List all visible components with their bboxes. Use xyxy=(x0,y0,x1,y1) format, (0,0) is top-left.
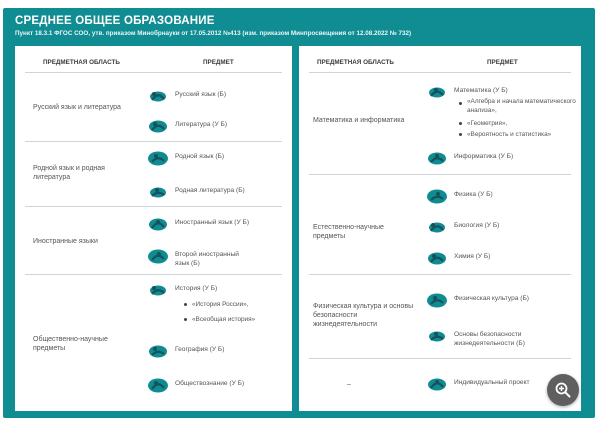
bullet-item: «Вероятность и статистика» xyxy=(459,129,589,140)
area-label: – xyxy=(347,381,351,388)
subject-name: Информатика (У Б) xyxy=(454,153,514,160)
second-foreign-language-icon xyxy=(148,248,168,264)
subject-name: Химия (У Б) xyxy=(454,253,491,260)
physics-icon xyxy=(427,188,447,204)
subject-name: История (У Б) xyxy=(175,285,218,292)
divider xyxy=(309,274,571,275)
subject-name: Второй иностранный язык (Б) xyxy=(175,251,239,267)
native-language-icon xyxy=(148,150,168,166)
divider xyxy=(309,72,571,73)
bullet-item: «Геометрия», xyxy=(459,118,589,129)
left-table xyxy=(15,46,292,411)
infographic-frame xyxy=(3,8,595,418)
area-label: Русский язык и литература xyxy=(33,104,121,111)
subject-name: Физическая культура (Б) xyxy=(454,295,529,302)
subject-name: Математика (У Б) xyxy=(454,87,508,94)
right-table xyxy=(299,46,581,411)
subject-name: Основы безопасности жизнедеятельности (Б) xyxy=(454,331,525,347)
area-label: Общественно-научные предметы xyxy=(33,336,108,352)
area-label: Математика и информатика xyxy=(313,117,405,124)
area-label: Естественно-научные предметы xyxy=(313,224,384,240)
bullet-item: «Всеобщая история» xyxy=(184,314,314,325)
biology-icon xyxy=(427,219,447,235)
divider xyxy=(25,72,282,73)
geography-icon xyxy=(148,343,168,359)
individual-project-icon xyxy=(427,376,447,392)
subject-name: Родной язык (Б) xyxy=(175,153,225,160)
table-header xyxy=(15,46,292,68)
divider xyxy=(309,174,571,175)
bullet-item: «История России», xyxy=(184,299,314,310)
divider xyxy=(25,274,282,275)
table-header xyxy=(299,46,581,68)
column-header-area: ПРЕДМЕТНАЯ ОБЛАСТЬ xyxy=(43,59,120,66)
russian-language-icon xyxy=(148,88,168,104)
history-icon xyxy=(148,282,168,298)
divider xyxy=(25,141,282,142)
subject-name: Физика (У Б) xyxy=(454,191,493,198)
foreign-language-icon xyxy=(148,216,168,232)
subject-name: Литература (У Б) xyxy=(175,121,228,128)
area-label: Иностранные языки xyxy=(33,238,98,245)
chemistry-icon xyxy=(427,250,447,266)
subject-name: Иностранный язык (У Б) xyxy=(175,219,250,226)
subject-name: Родная литература (Б) xyxy=(175,187,245,194)
mathematics-icon xyxy=(427,84,447,100)
page-title: СРЕДНЕЕ ОБЩЕЕ ОБРАЗОВАНИЕ xyxy=(15,15,215,27)
subject-name: Обществознание (У Б) xyxy=(175,380,245,387)
mathematics-bullets xyxy=(459,98,589,140)
subject-name: Индивидуальный проект xyxy=(454,379,530,386)
column-header-subject: ПРЕДМЕТ xyxy=(487,59,518,66)
subject-name: География (У Б) xyxy=(175,346,225,353)
bullet-item: «Алгебра и начала математического анализа», xyxy=(459,98,579,115)
zoom-in-button[interactable] xyxy=(547,374,579,406)
area-label: Физическая культура и основы безопасности жизнедеятельности xyxy=(313,303,414,328)
subject-name: Биология (У Б) xyxy=(454,222,500,229)
history-bullets xyxy=(184,299,314,325)
area-label: Родной язык и родная литература xyxy=(33,165,105,181)
column-header-area: ПРЕДМЕТНАЯ ОБЛАСТЬ xyxy=(317,59,394,66)
subject-name: Русский язык (Б) xyxy=(175,91,227,98)
native-literature-icon xyxy=(148,184,168,200)
computer-science-icon xyxy=(427,150,447,166)
zoom-in-icon xyxy=(554,381,572,399)
page-subtitle: Пункт 18.3.1 ФГОС СОО, утв. приказом Минобрнауки от 17.05.2012 №413 (изм. приказом Минпросвещения от 12.08.2022 № 732) xyxy=(15,30,412,37)
divider xyxy=(25,206,282,207)
life-safety-icon xyxy=(427,328,447,344)
social-studies-icon xyxy=(148,377,168,393)
literature-icon xyxy=(148,118,168,134)
column-header-subject: ПРЕДМЕТ xyxy=(203,59,234,66)
divider xyxy=(309,358,571,359)
physical-education-icon xyxy=(427,292,447,308)
